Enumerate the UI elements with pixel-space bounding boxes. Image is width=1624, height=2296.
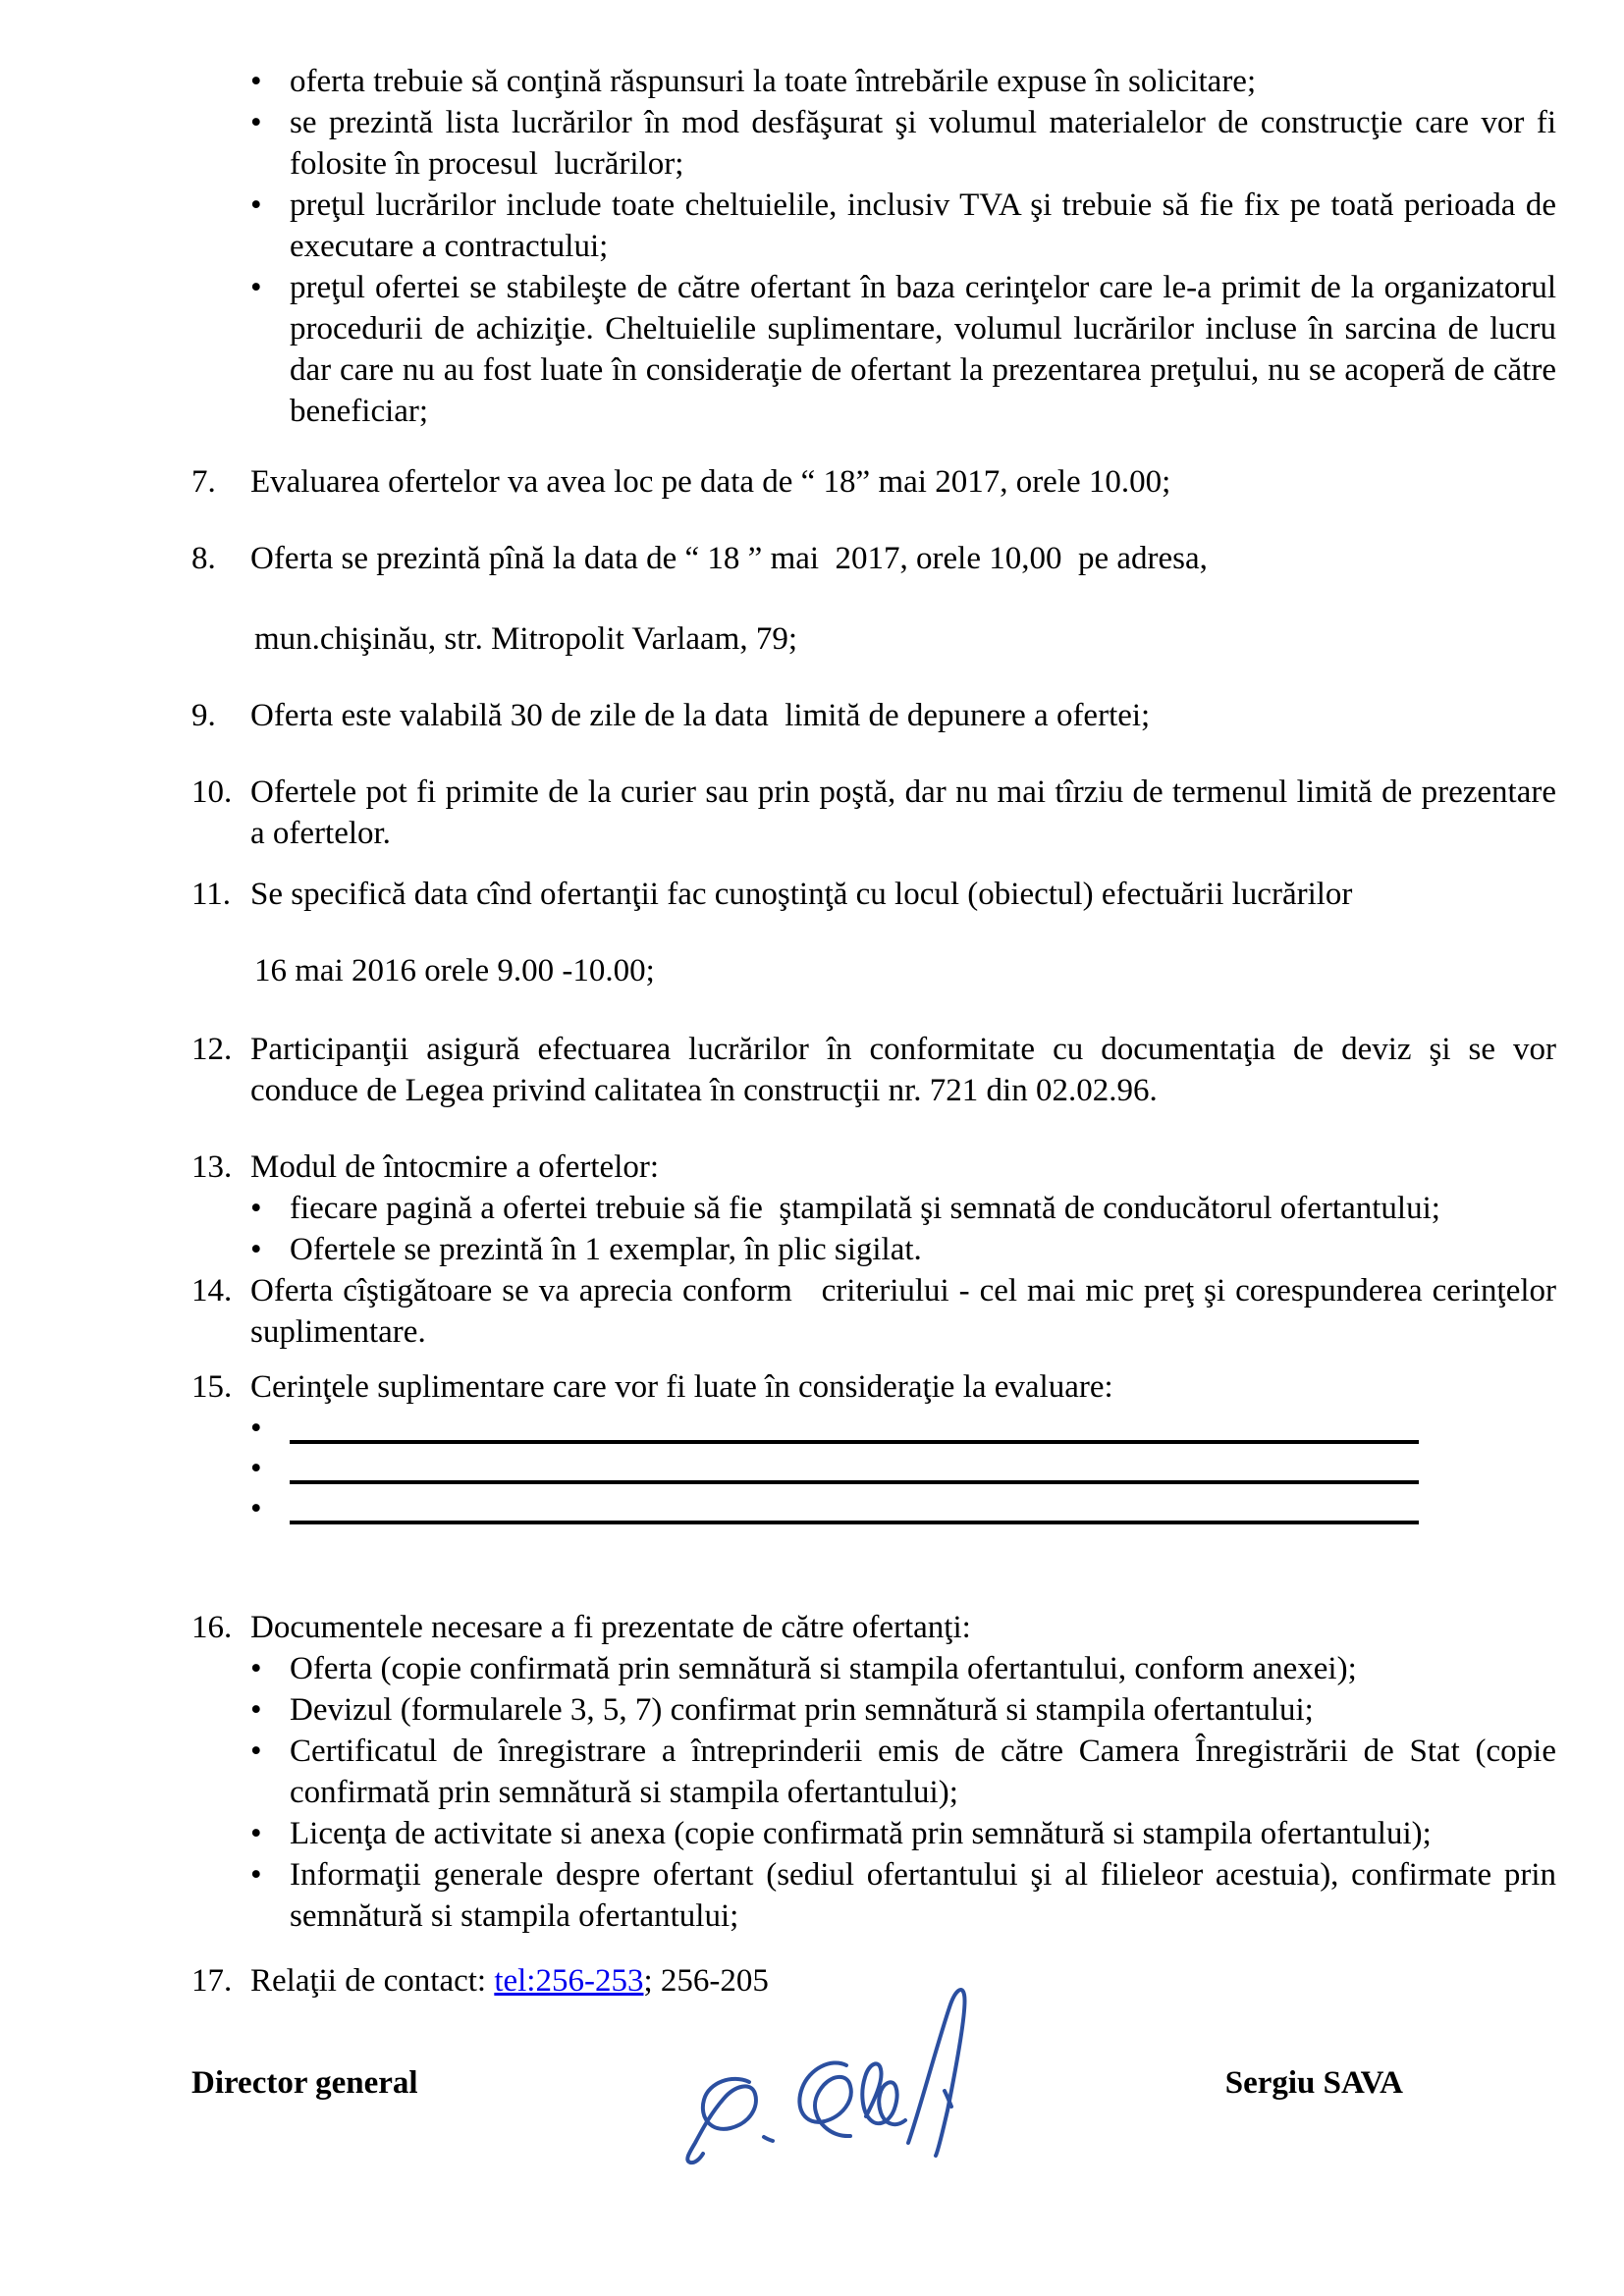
list-item bbox=[250, 1188, 1556, 1229]
blank-line bbox=[250, 1488, 1556, 1528]
bullet-text: preţul lucrărilor include toate cheltuielile, inclusiv TVA şi trebuie să fie fix pe toată perioada de executare a contractului; bbox=[290, 187, 1556, 264]
bullet-text: Ofertele se prezintă în 1 exemplar, în plic sigilat. bbox=[290, 1232, 922, 1267]
document-content bbox=[191, 61, 1556, 2104]
bullet-icon: • bbox=[250, 1232, 262, 1267]
list-item bbox=[250, 1648, 1556, 1689]
bullet-text: Informaţii generale despre ofertant (sediul ofertantului şi al filieleor acestuia), confirmate prin semnătură si stampila ofertantului; bbox=[290, 1857, 1556, 1934]
item-number: 13. bbox=[191, 1149, 233, 1185]
bullet-icon: • bbox=[250, 1651, 262, 1686]
bullet-text: Licenţa de activitate si anexa (copie confirmată prin semnătură si stampila ofertantului); bbox=[290, 1816, 1432, 1851]
bullet-text: Devizul (formularele 3, 5, 7) confirmat prin semnătură si stampila ofertantului; bbox=[290, 1692, 1314, 1728]
item-number: 9. bbox=[191, 698, 216, 733]
signature-ink bbox=[862, 2063, 905, 2124]
signer-name: Sergiu SAVA bbox=[1224, 2065, 1403, 2101]
bullet-icon: • bbox=[250, 1451, 262, 1486]
bullet-text: se prezintă lista lucrărilor în mod desfăşurat şi volumul materialelor de construcţie care vor fi folosite în procesul lucrărilor; bbox=[290, 105, 1556, 182]
numbered-item-10 bbox=[191, 772, 1556, 854]
list-item bbox=[250, 1854, 1556, 1937]
bullet-icon: • bbox=[250, 1816, 262, 1851]
item-text: Documentele necesare a fi prezentate de către ofertanţi: bbox=[250, 1610, 971, 1645]
list-item bbox=[250, 185, 1556, 267]
handwritten-signature bbox=[638, 1944, 1080, 2296]
numbered-item-15 bbox=[191, 1366, 1556, 1408]
contact-text: ; 256-205 bbox=[643, 1963, 769, 1999]
item-text: Oferta cîştigătoare se va aprecia conform criteriului - cel mai mic preţ şi corespunderea cerinţelor suplimentare. bbox=[250, 1273, 1556, 1350]
item-number: 15. bbox=[191, 1369, 233, 1405]
item-text: Modul de întocmire a ofertelor: bbox=[250, 1149, 660, 1185]
bullet-icon: • bbox=[250, 1692, 262, 1728]
signature-ink bbox=[908, 1990, 965, 2156]
visit-date-line: 16 mai 2016 orele 9.00 -10.00; bbox=[254, 953, 655, 988]
list-item bbox=[250, 61, 1556, 102]
tel-link[interactable]: tel:256-253 bbox=[494, 1963, 644, 1999]
numbered-item-16 bbox=[191, 1607, 1556, 1937]
numbered-item-13 bbox=[191, 1147, 1556, 1270]
signature-ink bbox=[764, 2137, 773, 2141]
numbered-item-14 bbox=[191, 1270, 1556, 1353]
bullet-icon: • bbox=[250, 1857, 262, 1893]
numbered-item-7 bbox=[191, 461, 1556, 503]
blank-line bbox=[250, 1448, 1556, 1488]
numbered-item-12 bbox=[191, 1029, 1556, 1111]
intro-bullet-list bbox=[191, 61, 1556, 432]
numbered-item-11 bbox=[191, 874, 1556, 915]
item-text: Oferta este valabilă 30 de zile de la data limită de depunere a ofertei; bbox=[250, 698, 1151, 733]
bullet-text: preţul ofertei se stabileşte de către ofertant în baza cerinţelor care le-a primit de la organizatorul procedurii de achiziţie. Cheltuielile suplimentare, volumul lucrărilor incluse în sarcina de lucru dar care nu au fost luate în consideraţie de ofertant la prezentarea preţului, nu se acoperă de către beneficiar; bbox=[290, 270, 1556, 429]
item-number: 12. bbox=[191, 1032, 233, 1067]
item-text: Evaluarea ofertelor va avea loc pe data de “ 18” mai 2017, orele 10.00; bbox=[250, 464, 1171, 500]
item-number: 17. bbox=[191, 1963, 233, 1999]
blank-line bbox=[250, 1408, 1556, 1448]
item-body bbox=[250, 1607, 1556, 1937]
item-number: 10. bbox=[191, 774, 233, 810]
item-text: Ofertele pot fi primite de la curier sau prin poştă, dar nu mai tîrziu de termenul limită de prezentare a ofertelor. bbox=[250, 774, 1556, 851]
item-number: 8. bbox=[191, 541, 216, 576]
fill-in-line bbox=[290, 1488, 1419, 1524]
bullet-icon: • bbox=[250, 270, 262, 305]
bullet-icon: • bbox=[250, 64, 262, 99]
bullet-icon: • bbox=[250, 187, 262, 223]
item-text: Se specifică data cînd ofertanţii fac cunoştinţă cu locul (obiectul) efectuării lucrărilor bbox=[250, 877, 1353, 912]
bullet-text: Oferta (copie confirmată prin semnătură si stampila ofertantului, conform anexei); bbox=[290, 1651, 1357, 1686]
bullet-text: oferta trebuie să conţină răspunsuri la toate întrebările expuse în solicitare; bbox=[290, 64, 1257, 99]
item-body bbox=[250, 1147, 1556, 1270]
list-item bbox=[250, 1731, 1556, 1813]
numbered-item-9 bbox=[191, 695, 1556, 736]
list-item bbox=[250, 1813, 1556, 1854]
item-number: 14. bbox=[191, 1273, 233, 1308]
item-text: Oferta se prezintă pînă la data de “ 18 ” mai 2017, orele 10,00 pe adresa, bbox=[250, 541, 1208, 576]
bullet-icon: • bbox=[250, 1734, 262, 1769]
item-number: 11. bbox=[191, 877, 232, 912]
bullet-icon: • bbox=[250, 1191, 262, 1226]
fill-in-line bbox=[290, 1448, 1419, 1484]
list-item bbox=[250, 267, 1556, 432]
contact-text: Relaţii de contact: bbox=[250, 1963, 495, 1999]
numbered-item-8 bbox=[191, 538, 1556, 579]
signature-ink bbox=[799, 2062, 850, 2136]
bullet-icon: • bbox=[250, 105, 262, 140]
list-item bbox=[250, 102, 1556, 185]
signer-role: Director general bbox=[191, 2065, 418, 2101]
bullet-text: Certificatul de înregistrare a întreprinderii emis de către Camera Înregistrării de Stat (copie confirmată prin semnătură si stampila ofertantului); bbox=[290, 1734, 1556, 1810]
bullet-text: fiecare pagină a ofertei trebuie să fie ştampilată şi semnată de conducătorul ofertantului; bbox=[290, 1191, 1440, 1226]
item-number: 7. bbox=[191, 464, 216, 500]
list-item bbox=[250, 1229, 1556, 1270]
bullet-icon: • bbox=[250, 1411, 262, 1446]
signature-ink bbox=[687, 2079, 756, 2163]
item-text: Participanţii asigură efectuarea lucrărilor în conformitate cu documentaţia de deviz şi se vor conduce de Legea privind calitatea în construcţii nr. 721 din 02.02.96. bbox=[250, 1032, 1556, 1108]
bullet-icon: • bbox=[250, 1491, 262, 1526]
item-text: Cerinţele suplimentare care vor fi luate în consideraţie la evaluare: bbox=[250, 1369, 1113, 1405]
address-line: mun.chişinău, str. Mitropolit Varlaam, 79; bbox=[254, 621, 798, 657]
list-item bbox=[250, 1689, 1556, 1731]
item-number: 16. bbox=[191, 1610, 233, 1645]
fill-in-line bbox=[290, 1408, 1419, 1444]
